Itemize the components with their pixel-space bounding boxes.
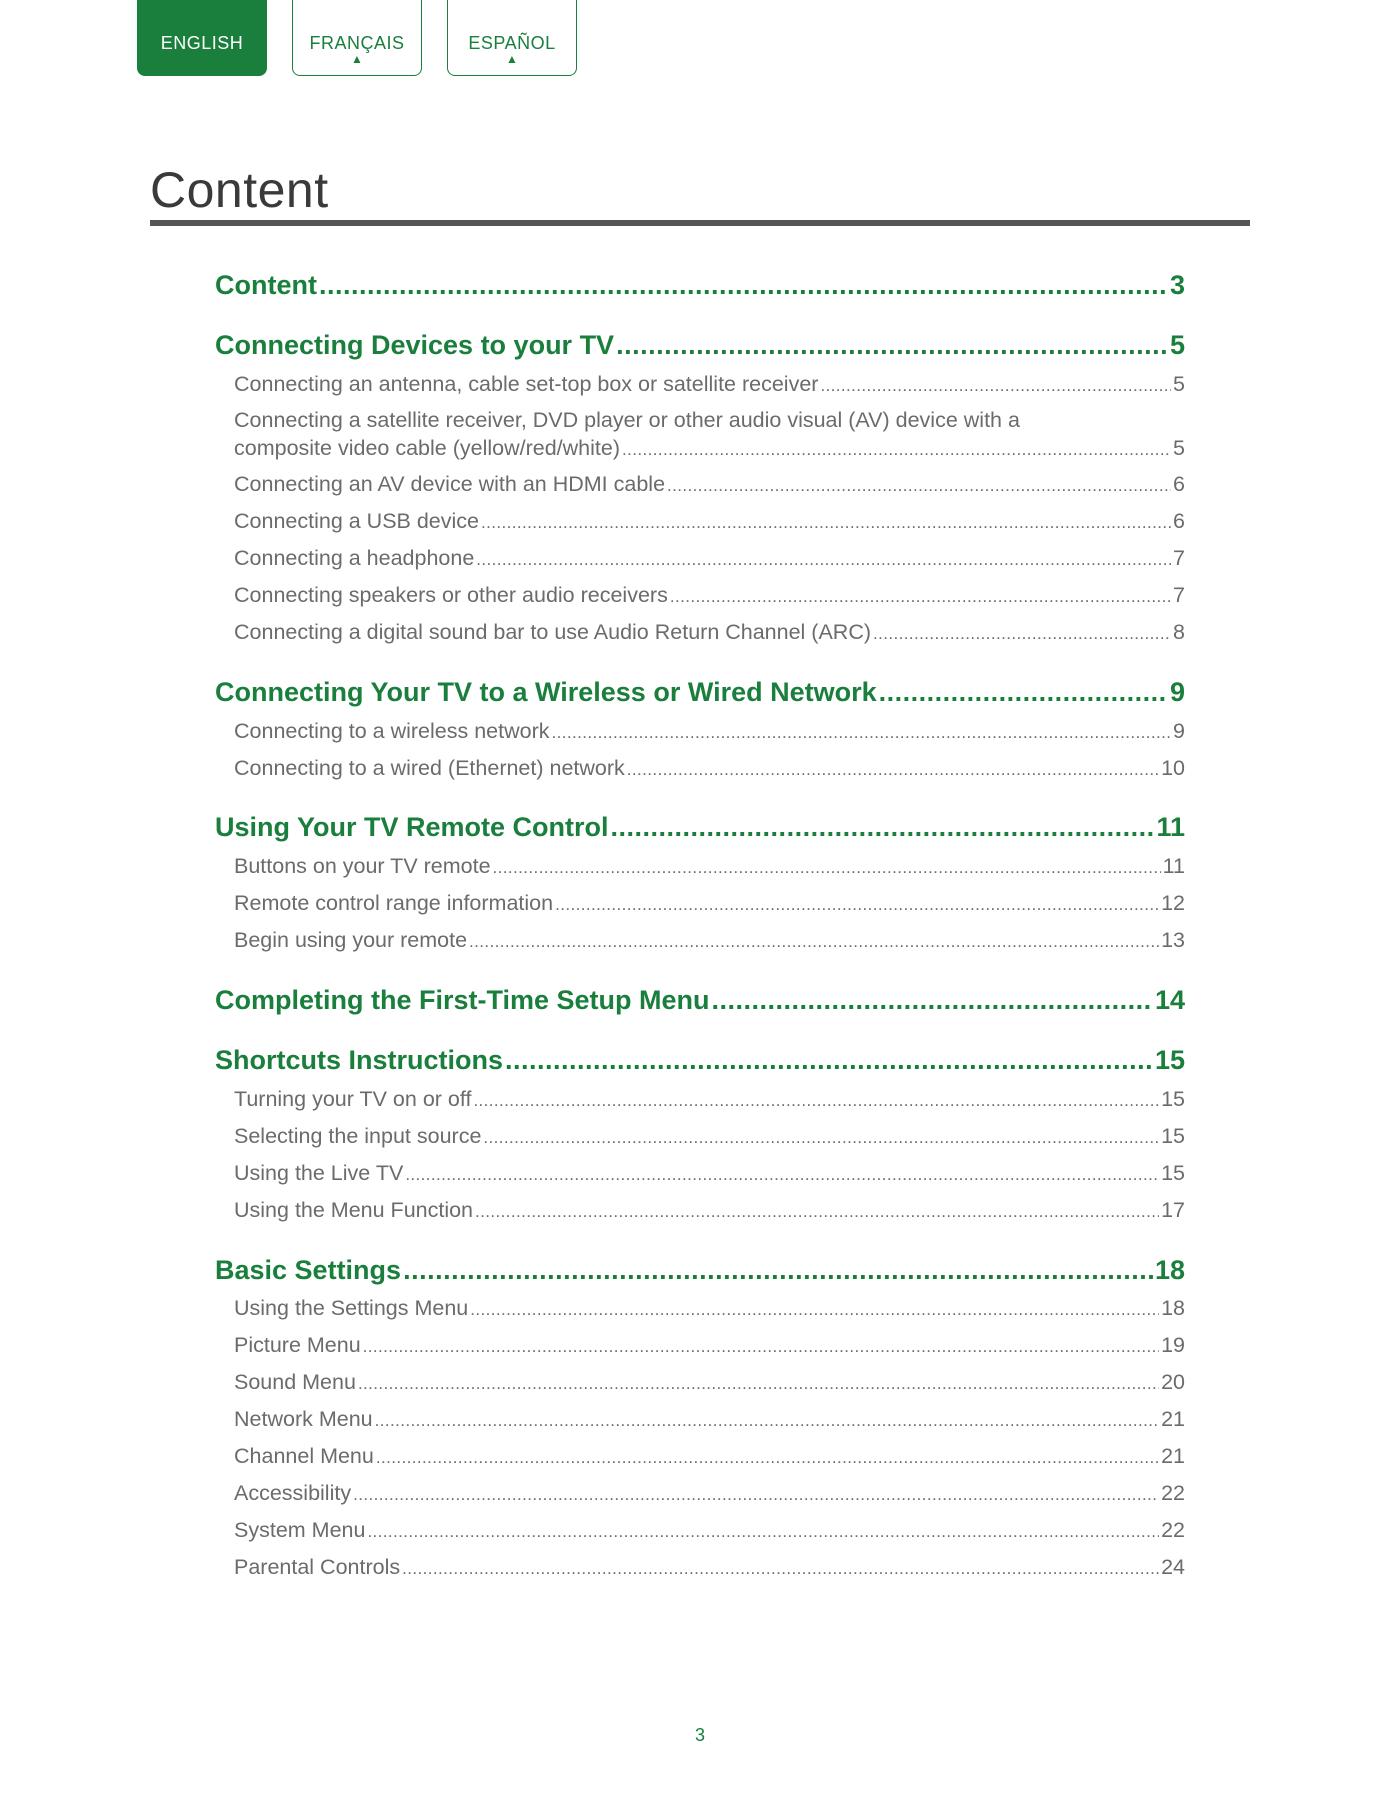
toc-page: 24 [1161,1555,1185,1579]
toc-page: 11 [1162,854,1185,878]
toc-item[interactable] [234,1552,1185,1582]
toc-leader [363,1332,1159,1362]
toc-label: Accessibility [234,1481,352,1505]
toc-label: Connecting an antenna, cable set-top box or satellite receiver [234,372,819,396]
toc-page: 3 [1169,270,1185,300]
toc-main-connecting-devices[interactable] [215,328,1185,362]
toc-label: Using the Menu Function [234,1198,474,1222]
toc-label: Parental Controls [234,1555,401,1579]
toc-page: 7 [1173,546,1185,570]
up-arrow-icon: ▲ [351,52,363,66]
toc-label: Channel Menu [234,1444,374,1468]
toc-item[interactable] [234,406,1185,464]
toc-page: 18 [1161,1296,1185,1320]
toc-leader [483,1123,1159,1153]
toc-label: Connecting to a wired (Ethernet) network [234,756,625,780]
toc-page: 21 [1161,1407,1185,1431]
toc-item[interactable] [234,1293,1185,1323]
toc-leader [481,508,1171,538]
toc-label: Using the Live TV [234,1161,404,1185]
toc-label: Connecting a digital sound bar to use Audio Return Channel (ARC) [234,620,872,644]
toc-item[interactable] [234,1404,1185,1434]
toc-page: 5 [1169,330,1185,360]
toc-item[interactable] [234,1195,1185,1225]
toc-leader [670,582,1171,612]
page-title: Content [150,162,329,218]
toc-page: 6 [1173,472,1185,496]
toc-page: 5 [1173,372,1185,396]
toc-label-line2: composite video cable (yellow/red/white) [234,436,620,460]
toc-page: 7 [1173,583,1185,607]
toc-item[interactable] [234,1158,1185,1188]
toc-label: Content [215,270,317,300]
toc-leader [616,328,1168,362]
toc-leader [405,1160,1159,1190]
toc-label: Selecting the input source [234,1124,482,1148]
toc-item[interactable] [234,469,1185,499]
toc-leader [611,810,1155,844]
toc-leader [375,1406,1159,1436]
toc-main-basic-settings[interactable] [215,1253,1185,1287]
toc-main-content[interactable] [215,268,1185,302]
toc-item[interactable] [234,851,1185,881]
toc-page: 6 [1173,509,1185,533]
toc-page: 9 [1169,677,1185,707]
toc-label: Connecting a USB device [234,509,480,533]
toc-leader [667,471,1171,501]
toc-leader [353,1480,1159,1510]
toc-page: 15 [1161,1161,1185,1185]
toc-page: 13 [1161,928,1185,952]
toc-leader [555,890,1159,920]
toc-page: 20 [1161,1370,1185,1394]
toc-leader [476,545,1171,575]
toc-leader [505,1043,1153,1077]
toc-label: Remote control range information [234,891,554,915]
toc-item[interactable] [234,1367,1185,1397]
tab-francais-label: FRANÇAIS [309,33,405,53]
toc-label: System Menu [234,1518,366,1542]
toc-label: Shortcuts Instructions [215,1045,504,1075]
toc-label: Using the Settings Menu [234,1296,469,1320]
toc-label: Basic Settings [215,1255,402,1285]
toc-leader [475,1197,1159,1227]
toc-leader [712,983,1153,1017]
toc-label: Connecting speakers or other audio receivers [234,583,668,607]
toc-label: Turning your TV on or off [234,1087,472,1111]
toc-label: Connecting Devices to your TV [215,330,615,360]
toc-leader [358,1369,1159,1399]
toc-page: 14 [1154,985,1185,1015]
toc-page: 8 [1173,620,1185,644]
toc-label: Network Menu [234,1407,373,1431]
toc-main-shortcuts[interactable] [215,1043,1185,1077]
toc-page: 15 [1154,1045,1185,1075]
tab-espanol[interactable] [447,0,577,76]
toc-item[interactable] [234,1515,1185,1545]
toc-leader [622,436,1171,464]
page-number: 3 [694,1725,705,1745]
toc-main-first-time-setup[interactable] [215,983,1185,1017]
toc-leader [319,268,1168,302]
toc-page: 19 [1161,1333,1185,1357]
toc-main-remote[interactable] [215,810,1185,844]
title-divider [150,220,1250,226]
toc-item[interactable] [234,925,1185,955]
toc-page: 12 [1161,891,1185,915]
toc-leader [493,853,1161,883]
toc-page: 9 [1173,719,1185,743]
toc-leader [403,1253,1153,1287]
toc-item[interactable] [234,506,1185,536]
toc-page: 17 [1161,1198,1185,1222]
toc-page: 15 [1161,1087,1185,1111]
toc-item[interactable] [234,753,1185,783]
tab-english-label: ENGLISH [160,33,244,53]
toc-label: Buttons on your TV remote [234,854,491,878]
toc-label: Connecting Your TV to a Wireless or Wired Network [215,677,877,707]
toc-label: Sound Menu [234,1370,356,1394]
toc-leader [376,1443,1159,1473]
toc-leader [873,619,1171,649]
toc-leader [627,755,1159,785]
toc-item[interactable] [234,1330,1185,1360]
toc-item[interactable] [234,1121,1185,1151]
toc-label-line1: Connecting a satellite receiver, DVD player or other audio visual (AV) device with a [234,408,1020,432]
toc-item[interactable] [234,1441,1185,1471]
toc-leader [367,1517,1159,1547]
tab-espanol-label: ESPAÑOL [468,33,556,53]
toc-item[interactable] [234,617,1185,647]
toc-label: Completing the First-Time Setup Menu [215,985,710,1015]
toc-label: Using Your TV Remote Control [215,812,609,842]
up-arrow-icon: ▲ [506,52,518,66]
toc-page: 5 [1173,436,1185,460]
toc-page: 22 [1161,1518,1185,1542]
toc-label: Begin using your remote [234,928,468,952]
toc-label: Picture Menu [234,1333,361,1357]
toc-main-network[interactable] [215,675,1185,709]
tab-english[interactable] [137,0,267,76]
tab-francais[interactable] [292,0,422,76]
toc-leader [470,1295,1159,1325]
toc-leader [469,927,1159,957]
toc-item[interactable] [234,543,1185,573]
toc-item[interactable] [234,580,1185,610]
toc-leader [820,371,1171,401]
toc-leader [473,1086,1159,1116]
toc-leader [402,1554,1159,1584]
toc-item[interactable] [234,1478,1185,1508]
toc-page: 18 [1154,1255,1185,1285]
toc-page: 22 [1161,1481,1185,1505]
toc-leader [552,718,1172,748]
toc-item[interactable] [234,369,1185,399]
toc-item[interactable] [234,1084,1185,1114]
toc-page: 15 [1161,1124,1185,1148]
toc-item[interactable] [234,716,1185,746]
toc-page: 21 [1161,1444,1185,1468]
toc-item[interactable] [234,888,1185,918]
toc-label: Connecting to a wireless network [234,719,550,743]
toc-page: 11 [1156,812,1185,842]
toc-leader [879,675,1168,709]
toc-label: Connecting a headphone [234,546,475,570]
toc-page: 10 [1161,756,1185,780]
toc-label: Connecting an AV device with an HDMI cable [234,472,666,496]
